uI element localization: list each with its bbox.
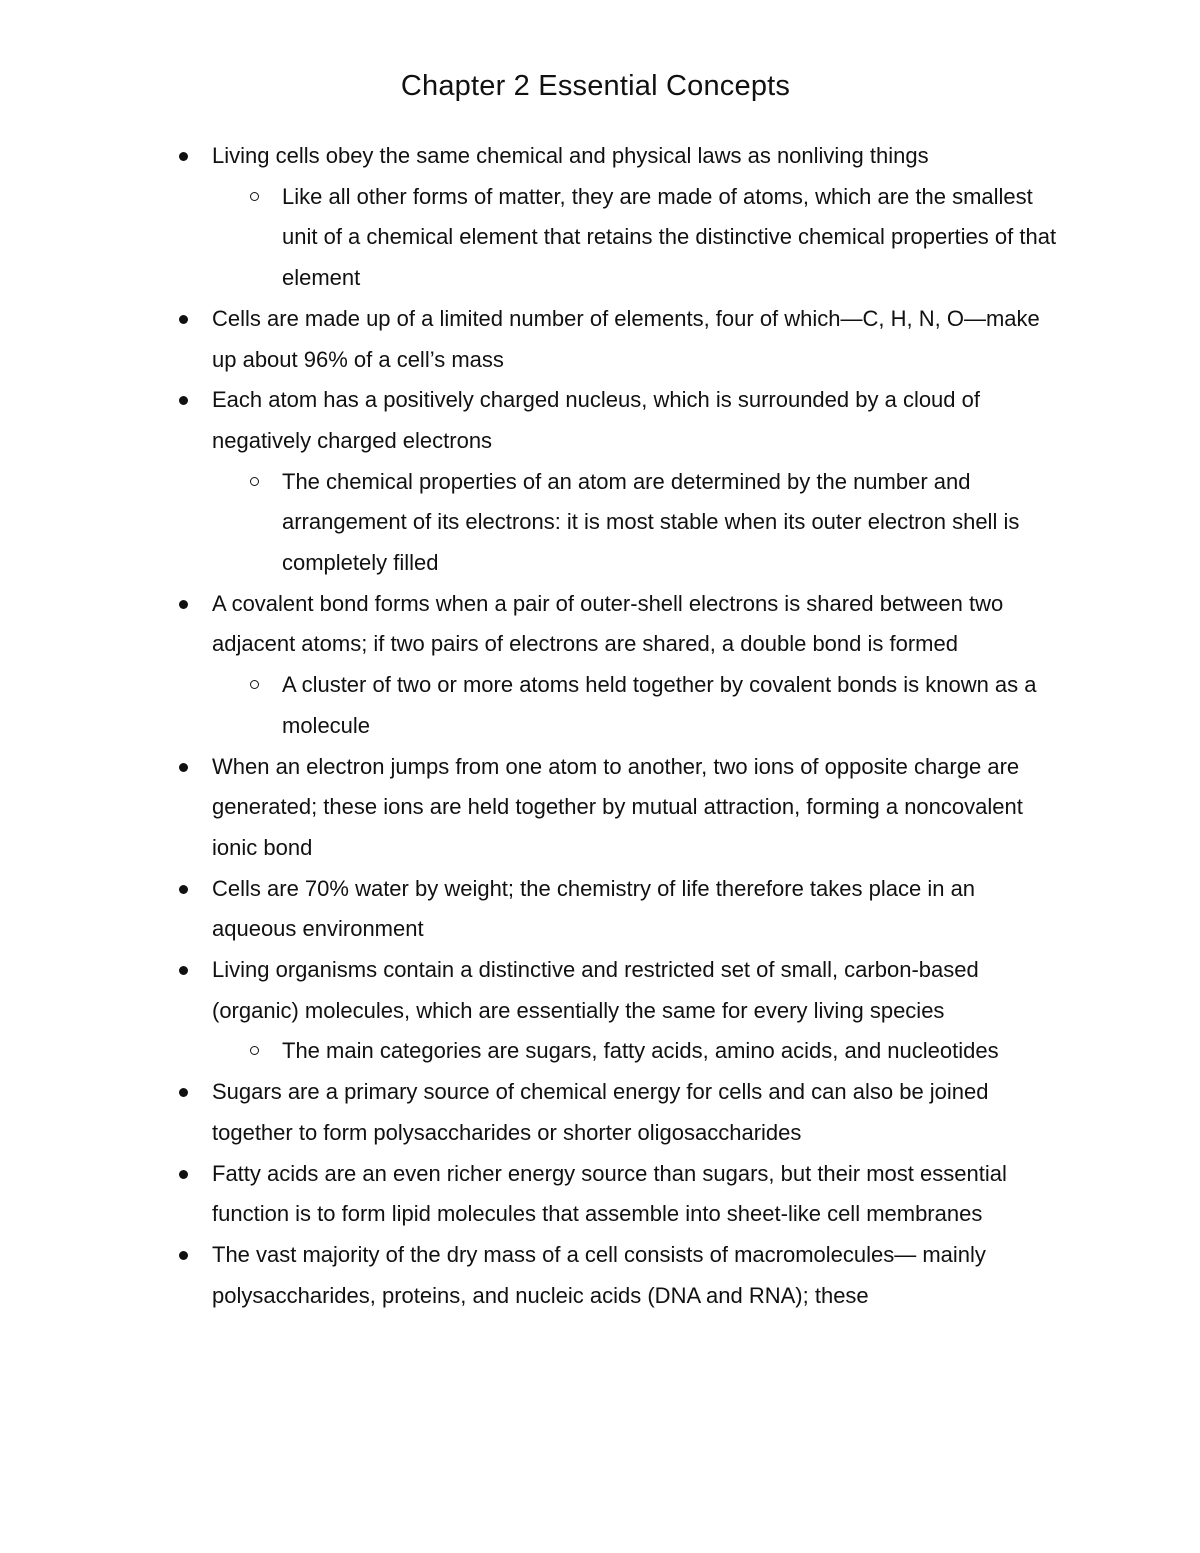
list-item (0, 584, 1060, 747)
document-body (0, 136, 1200, 1316)
list-item-text: Each atom has a positively charged nucleus, which is surrounded by a cloud of negatively charged electrons (212, 387, 980, 453)
bullet-icon (179, 600, 188, 609)
list-item (0, 380, 1060, 584)
hollow-bullet-icon (250, 477, 259, 486)
list-item (0, 869, 1060, 950)
page-title: Chapter 2 Essential Concepts (400, 70, 791, 102)
hollow-bullet-icon (250, 192, 259, 201)
list-item-text: When an electron jumps from one atom to another, two ions of opposite charge are generated; these ions are held together by mutual attraction, forming a noncovalent ionic bond (212, 753, 1023, 860)
list-item-text: A covalent bond forms when a pair of outer-shell electrons is shared between two adjacent atoms; if two pairs of electrons are shared, a double bond is formed (212, 590, 1004, 657)
sub-list-item (0, 177, 1060, 299)
list-item-text: Living organisms contain a distinctive and restricted set of small, carbon-based (organic) molecules, which are essentially the same for every living species (212, 957, 979, 1023)
sub-list-item-text: The chemical properties of an atom are determined by the number and arrangement of its electrons: it is most stable when its outer electron shell is completely filled (282, 468, 1020, 576)
bullet-icon (179, 763, 188, 772)
sub-bullet-list (212, 1031, 1060, 1072)
sub-list-item (0, 462, 1060, 584)
sub-list-item (0, 1031, 1060, 1072)
list-item-text: Cells are made up of a limited number of elements, four of which—C, H, N, O—make up about 96% of a cell’s mass (212, 305, 1040, 372)
sub-list-item-text: A cluster of two or more atoms held together by covalent bonds is known as a molecule (282, 672, 1037, 738)
sub-list-item (0, 665, 1060, 746)
list-item-text: Sugars are a primary source of chemical energy for cells and can also be joined together to form polysaccharides or shorter oligosaccharides (212, 1079, 989, 1145)
hollow-bullet-icon (250, 1046, 259, 1055)
list-item-text: Living cells obey the same chemical and physical laws as nonliving things (212, 143, 929, 168)
sub-bullet-list (212, 665, 1060, 746)
bullet-icon (179, 1088, 188, 1097)
list-item-text: The vast majority of the dry mass of a cell consists of macromolecules— mainly polysaccharides, proteins, and nucleic acids (DNA and RNA); these (212, 1241, 986, 1308)
list-item-text: Cells are 70% water by weight; the chemistry of life therefore takes place in an aqueous environment (212, 875, 976, 942)
list-item (0, 1235, 1060, 1316)
list-item-text: Fatty acids are an even richer energy source than sugars, but their most essential function is to form lipid molecules that assemble into sheet-like cell membranes (212, 1160, 1007, 1227)
sub-list-item-text: Like all other forms of matter, they are made of atoms, which are the smallest unit of a chemical element that retains the distinctive chemical properties of that element (282, 183, 1057, 291)
bullet-icon (179, 1170, 188, 1179)
list-item (0, 1154, 1060, 1235)
sub-bullet-list (212, 462, 1060, 584)
bullet-icon (179, 885, 188, 894)
sub-list-item-text: The main categories are sugars, fatty acids, amino acids, and nucleotides (282, 1038, 999, 1064)
list-item (0, 747, 1060, 869)
sub-bullet-list (212, 177, 1060, 299)
bullet-icon (179, 1251, 188, 1260)
list-item (0, 950, 1060, 1072)
bullet-icon (179, 966, 188, 975)
bullet-icon (179, 396, 188, 405)
bullet-icon (179, 315, 188, 324)
list-item (0, 299, 1060, 380)
hollow-bullet-icon (250, 680, 259, 689)
bullet-list (0, 136, 1200, 1316)
list-item (0, 1072, 1060, 1153)
list-item (0, 136, 1060, 299)
bullet-icon (179, 152, 188, 161)
